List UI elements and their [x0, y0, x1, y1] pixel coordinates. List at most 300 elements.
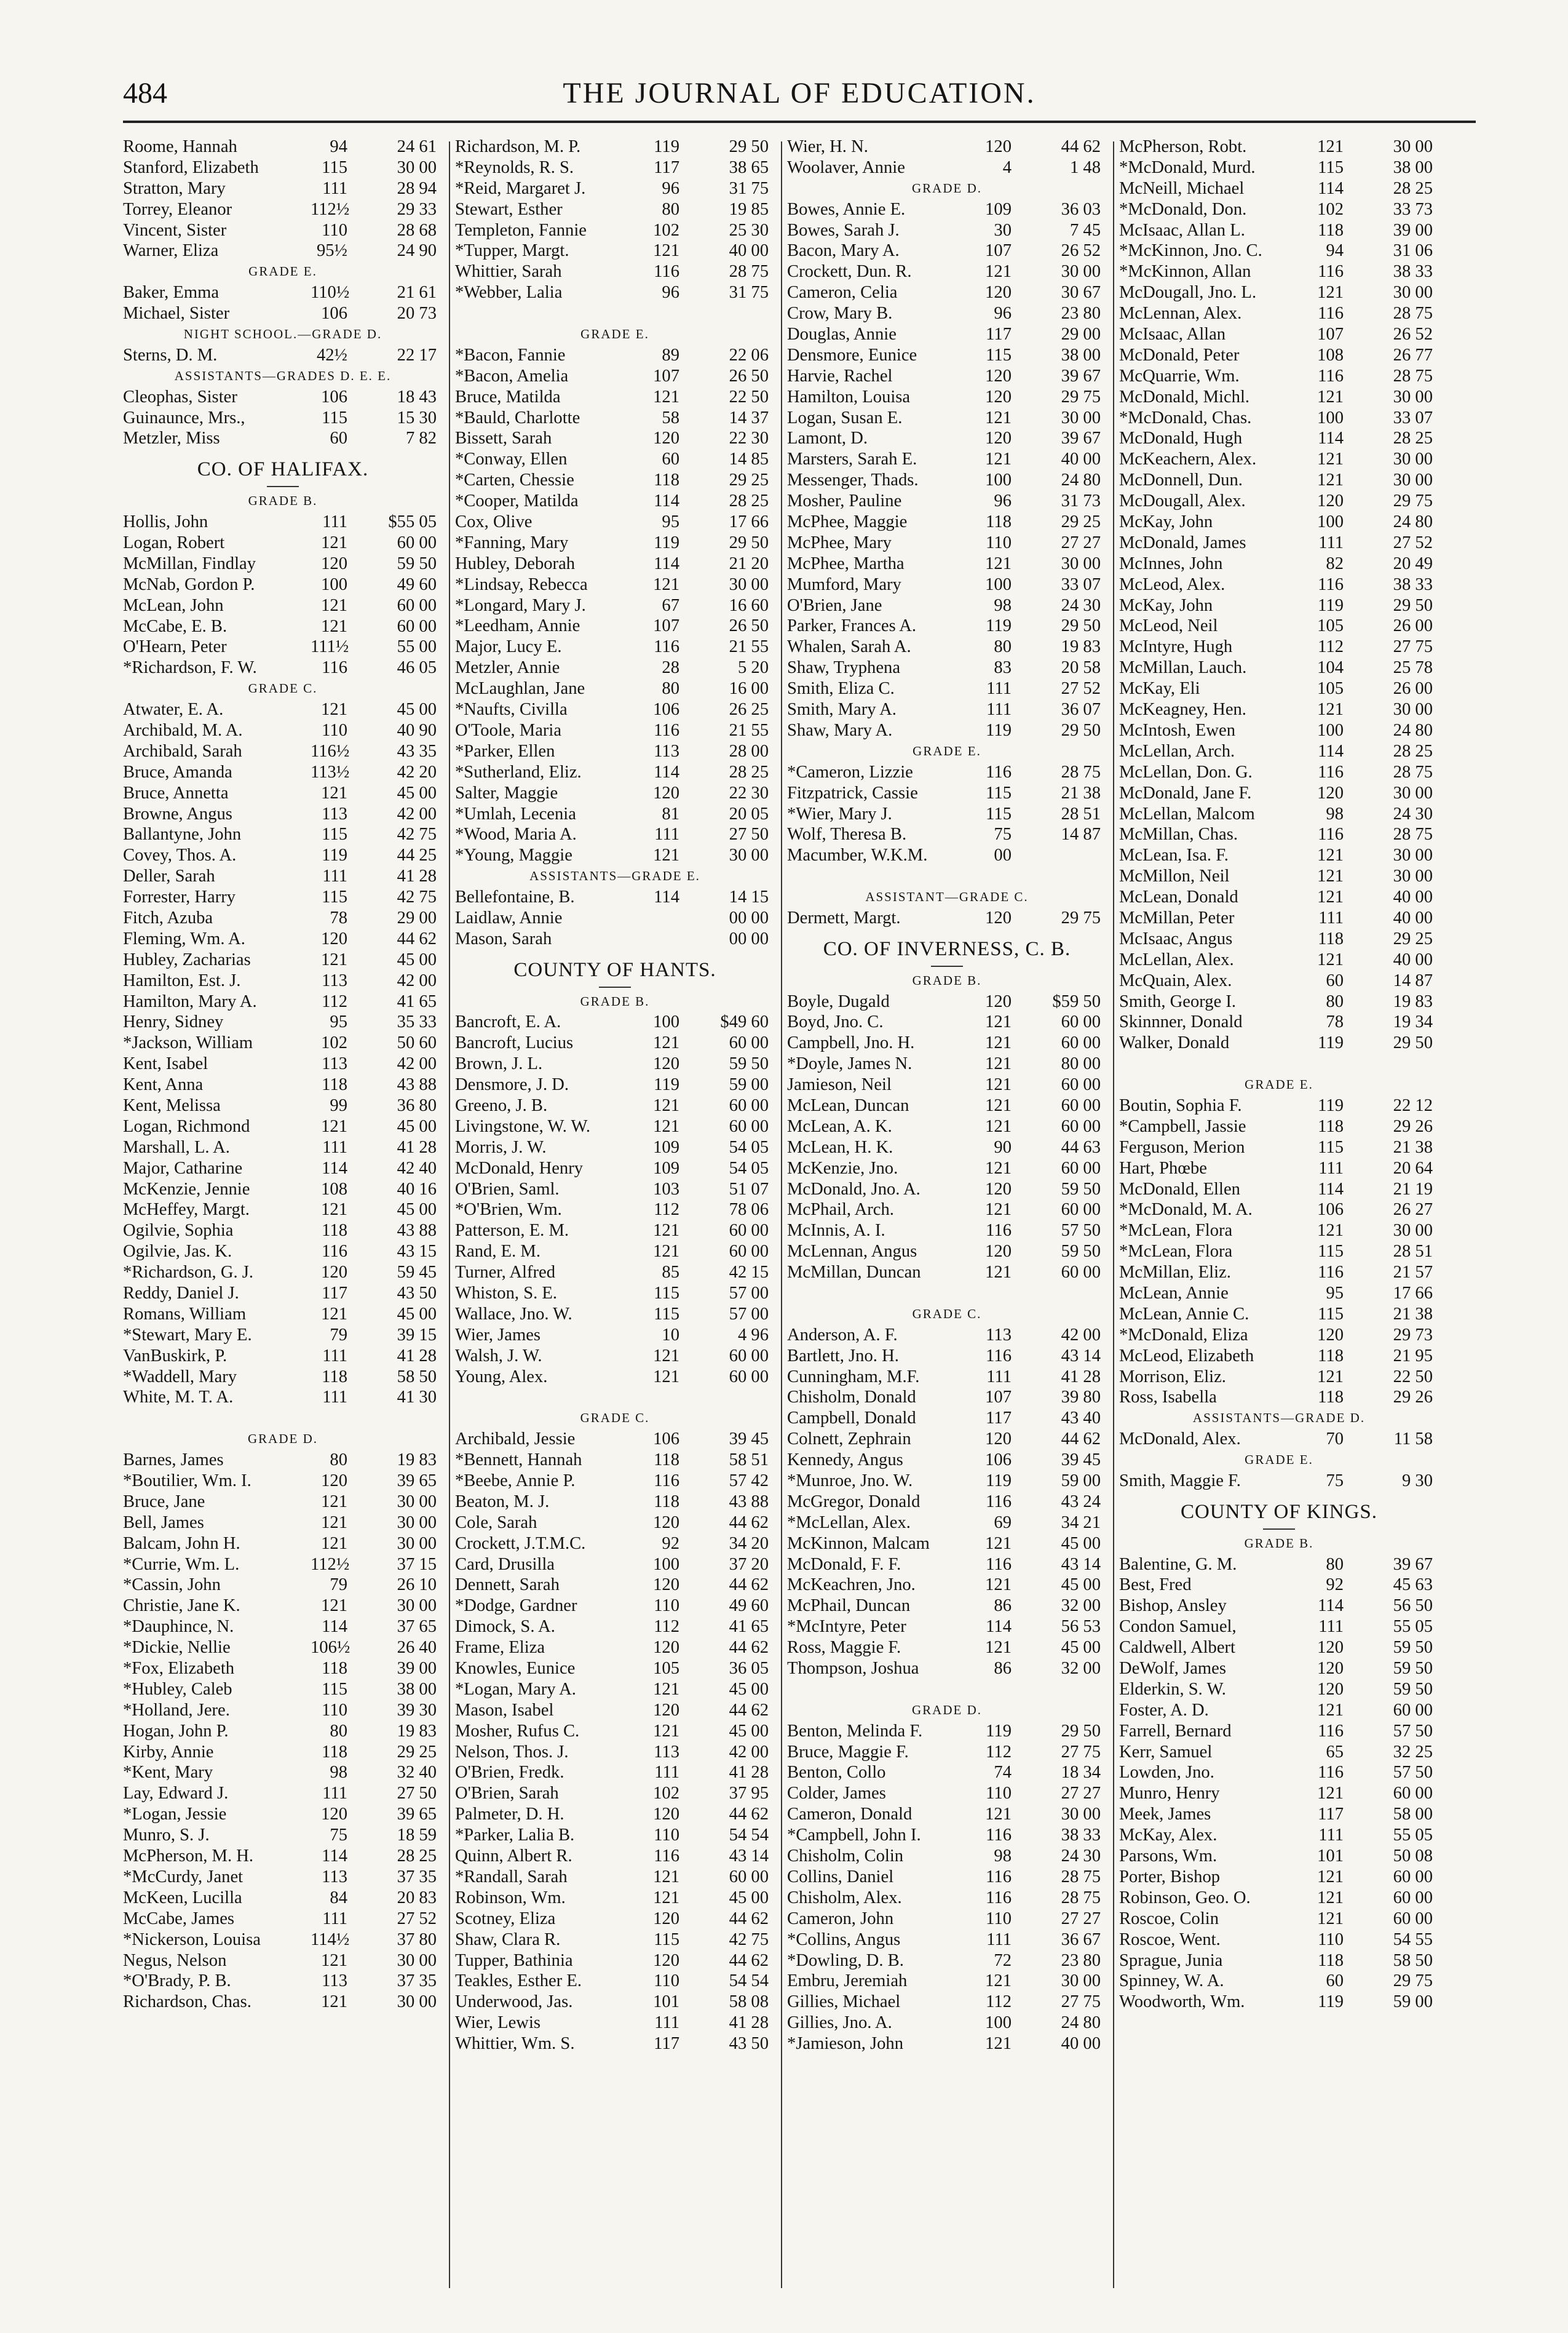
grant-amount: $59 50	[1052, 992, 1101, 1011]
grant-amount: 27 50	[729, 825, 769, 845]
header-rule	[123, 121, 1476, 123]
teacher-name: Ballantyne, John	[123, 825, 242, 845]
teacher-entry	[455, 1033, 775, 1054]
grant-days: 121	[653, 1721, 679, 1741]
teacher-entry	[787, 783, 1107, 804]
grant-amount: 43 14	[729, 1846, 769, 1866]
teacher-name: *Dickie, Nellie	[123, 1638, 231, 1658]
grant-days: 118	[322, 1221, 347, 1241]
teacher-name: Gillies, Jno. A.	[787, 2013, 892, 2033]
teacher-entry	[123, 1095, 443, 1116]
teacher-name: Wier, Lewis	[455, 2013, 541, 2033]
teacher-entry	[455, 887, 775, 908]
grant-amount: 42 00	[397, 804, 437, 824]
grant-amount: 43 88	[729, 1492, 769, 1511]
teacher-name: *McDonald, Eliza	[1119, 1325, 1248, 1345]
teacher-name: Woolaver, Annie	[787, 157, 905, 177]
grant-days: 82	[1326, 554, 1344, 573]
teacher-name: McNab, Gordon P.	[123, 574, 255, 594]
grant-amount: 44 62	[729, 1512, 769, 1532]
grant-days: 121	[1317, 867, 1344, 886]
teacher-entry	[1119, 470, 1439, 491]
grant-amount: 39 00	[397, 1659, 437, 1679]
teacher-name: Bruce, Amanda	[123, 762, 232, 782]
grant-days: 121	[653, 1242, 679, 1262]
grant-days: 121	[985, 1158, 1012, 1178]
teacher-entry	[787, 1867, 1107, 1888]
grant-days: 120	[985, 387, 1012, 407]
grant-amount: 4 96	[737, 1325, 769, 1345]
teacher-name: McIsaac, Allan L.	[1119, 220, 1245, 240]
grant-amount: 80 00	[1061, 1054, 1101, 1074]
grant-amount: 50 08	[1393, 1846, 1433, 1866]
grant-days: 116	[1318, 1721, 1344, 1741]
teacher-entry	[455, 908, 775, 929]
grant-days: 121	[321, 700, 347, 720]
grant-amount: 42 20	[397, 762, 437, 782]
grant-amount: 60 00	[729, 1033, 769, 1053]
teacher-name: Barnes, James	[123, 1450, 224, 1470]
teacher-entry	[787, 1471, 1107, 1492]
teacher-entry	[455, 408, 775, 429]
teacher-name: McDonald, Henry	[455, 1158, 584, 1178]
grant-amount: 28 00	[729, 741, 769, 761]
grant-days: 106½	[311, 1638, 350, 1658]
teacher-entry	[123, 1533, 443, 1554]
teacher-name: McMillan, Chas.	[1119, 825, 1238, 845]
grant-days: 100	[1317, 512, 1344, 532]
teacher-entry	[455, 1596, 775, 1616]
grant-days: 106	[653, 700, 679, 720]
teacher-name: Marshall, L. A.	[123, 1137, 230, 1157]
teacher-entry	[787, 1616, 1107, 1637]
teacher-entry	[787, 1742, 1107, 1763]
teacher-name: *Sutherland, Eliz.	[455, 762, 582, 782]
grant-amount: 59 50	[1061, 1179, 1101, 1199]
spacer	[1119, 1054, 1439, 1075]
page-header	[123, 68, 1476, 111]
teacher-name: *Jamieson, John	[787, 2034, 904, 2054]
grant-days: 115	[654, 1304, 679, 1324]
teacher-name: Major, Lucy E.	[455, 637, 562, 657]
teacher-entry	[123, 1846, 443, 1867]
teacher-entry	[787, 1846, 1107, 1867]
teacher-name: McPhee, Mary	[787, 533, 892, 552]
grant-amount: 27 75	[1061, 1992, 1101, 2012]
teacher-name: Patterson, E. M.	[455, 1221, 569, 1241]
grant-days: 112	[986, 1742, 1012, 1762]
teacher-entry	[455, 845, 775, 866]
grant-amount: 30 00	[397, 157, 437, 177]
teacher-entry	[123, 1783, 443, 1804]
teacher-entry	[123, 1075, 443, 1095]
grant-amount: 19 83	[397, 1450, 437, 1470]
grant-amount: 43 88	[397, 1075, 437, 1095]
teacher-entry	[787, 303, 1107, 324]
teacher-name: Greeno, J. B.	[455, 1095, 548, 1115]
grant-amount: 41 30	[397, 1388, 437, 1407]
teacher-entry	[123, 1137, 443, 1158]
grant-days: 120	[985, 283, 1012, 303]
grant-amount: 41 28	[1061, 1367, 1101, 1386]
grant-amount: 36 05	[729, 1659, 769, 1679]
grant-days: 116	[654, 1846, 679, 1866]
grant-days: 118	[654, 1492, 679, 1511]
grant-amount: 44 62	[729, 1638, 769, 1658]
grant-amount: 45 00	[397, 700, 437, 720]
grant-amount: 30 00	[397, 1533, 437, 1553]
grant-days: 80	[662, 199, 679, 219]
grant-amount: 45 00	[1061, 1575, 1101, 1595]
teacher-entry	[787, 1783, 1107, 1804]
grant-amount: 24 30	[1393, 804, 1433, 824]
teacher-entry	[123, 282, 443, 303]
teacher-entry	[1119, 1387, 1439, 1408]
teacher-entry	[787, 1158, 1107, 1179]
grant-amount: 59 50	[1393, 1638, 1433, 1658]
teacher-entry	[455, 574, 775, 595]
teacher-name: Bancroft, Lucius	[455, 1033, 574, 1053]
grant-amount: 43 15	[397, 1242, 437, 1262]
grant-days: 121	[1317, 387, 1344, 407]
teacher-entry	[1119, 1867, 1439, 1888]
teacher-name: Stratton, Mary	[123, 178, 226, 198]
grant-amount: 30 00	[1393, 387, 1433, 407]
grant-days: 113	[654, 1742, 679, 1762]
teacher-entry	[123, 1220, 443, 1241]
teacher-entry	[123, 866, 443, 887]
grant-days: 120	[985, 1242, 1012, 1262]
grant-amount: 29 26	[1393, 1116, 1433, 1136]
grant-days: 115	[322, 1679, 347, 1699]
grant-amount: 54 55	[1393, 1930, 1433, 1949]
grant-days: 116	[1318, 304, 1344, 324]
teacher-entry	[455, 1346, 775, 1367]
grant-days: 107	[985, 241, 1012, 261]
teacher-entry	[787, 1387, 1107, 1408]
grant-amount: 40 00	[1393, 950, 1433, 969]
column-2	[455, 137, 775, 2054]
teacher-entry	[1119, 762, 1439, 783]
teacher-name: McHeffey, Margt.	[123, 1200, 250, 1220]
grant-days: 121	[653, 1867, 679, 1886]
teacher-entry	[455, 637, 775, 658]
grant-amount: 28 75	[1393, 304, 1433, 324]
teacher-name: Bellefontaine, B.	[455, 888, 575, 907]
teacher-entry	[1119, 1950, 1439, 1971]
teacher-name: McPhee, Martha	[787, 554, 905, 573]
grant-days: 115	[1318, 1137, 1344, 1157]
teacher-entry	[787, 408, 1107, 429]
grant-days: 114	[322, 1617, 347, 1637]
grant-amount: 40 00	[1393, 888, 1433, 907]
teacher-name: Hollis, John	[123, 512, 208, 532]
teacher-entry	[1119, 1721, 1439, 1742]
teacher-name: Warner, Eliza	[123, 241, 219, 261]
grant-amount: 30 00	[1061, 554, 1101, 573]
teacher-entry	[455, 533, 775, 554]
grant-days: 121	[985, 1200, 1012, 1220]
grant-days: 113	[322, 971, 347, 990]
teacher-entry	[1119, 950, 1439, 971]
grant-amount: 60 00	[1061, 1012, 1101, 1032]
grant-amount: 59 50	[1393, 1659, 1433, 1679]
grant-days: 111	[322, 1388, 347, 1407]
grant-days: 112½	[311, 1554, 350, 1574]
grant-days: 107	[1317, 325, 1344, 344]
grant-days: 109	[653, 1137, 679, 1157]
teacher-name: Logan, Robert	[123, 533, 225, 552]
grant-days: 121	[653, 574, 679, 594]
teacher-entry	[787, 1179, 1107, 1200]
teacher-name: Wallace, Jno. W.	[455, 1304, 572, 1324]
teacher-name: McDonald, Jane F.	[1119, 783, 1252, 803]
teacher-entry	[787, 2013, 1107, 2033]
teacher-entry	[787, 1930, 1107, 1950]
grant-amount: 36 03	[1061, 199, 1101, 219]
grant-days: 111	[1318, 1826, 1344, 1845]
grant-amount: 37 35	[397, 1971, 437, 1991]
page-number: 484	[123, 77, 167, 109]
grant-amount: 60 00	[1393, 1909, 1433, 1928]
teacher-name: McLean, Duncan	[787, 1095, 909, 1115]
teacher-entry	[787, 845, 1107, 866]
grant-days: 121	[985, 1575, 1012, 1595]
teacher-name: McLellan, Don. G.	[1119, 762, 1253, 782]
grant-days: 120	[653, 1950, 679, 1970]
teacher-entry	[787, 261, 1107, 282]
teacher-name: Ross, Isabella	[1119, 1388, 1217, 1407]
spacer	[787, 866, 1107, 887]
grant-days: 121	[653, 1095, 679, 1115]
teacher-entry	[455, 1325, 775, 1346]
teacher-name: McDonald, F. F.	[787, 1554, 901, 1574]
grant-amount: $55 05	[388, 512, 437, 532]
teacher-name: McDonnell, Dun.	[1119, 471, 1243, 490]
teacher-entry	[787, 699, 1107, 720]
grant-days: 115	[322, 825, 347, 845]
grant-amount: 54 54	[729, 1971, 769, 1991]
grant-days: 80	[662, 679, 679, 699]
grant-amount: 32 25	[1393, 1742, 1433, 1762]
teacher-entry	[455, 345, 775, 366]
grant-amount: 30 00	[1393, 867, 1433, 886]
grant-amount: 30 00	[1393, 283, 1433, 303]
teacher-name: McGregor, Donald	[787, 1492, 921, 1511]
teacher-entry	[1119, 387, 1439, 408]
teacher-entry	[787, 678, 1107, 699]
teacher-name: McKay, Alex.	[1119, 1826, 1218, 1845]
grade-heading: ASSISTANTS—GRADES D. E. E.	[174, 368, 392, 383]
teacher-name: Hubley, Zacharias	[123, 950, 251, 969]
grant-days: 111	[322, 1784, 347, 1803]
grant-amount: 21 55	[729, 637, 769, 657]
teacher-entry	[123, 1930, 443, 1950]
teacher-entry	[455, 1909, 775, 1930]
grant-days: 121	[1317, 1888, 1344, 1907]
teacher-entry	[455, 1658, 775, 1679]
teacher-name: Gillies, Michael	[787, 1992, 901, 2012]
grant-amount: 39 67	[1393, 1554, 1433, 1574]
grant-amount: 39 80	[1061, 1388, 1101, 1407]
teacher-name: *Lindsay, Rebecca	[455, 574, 588, 594]
grant-amount: 39 67	[1061, 429, 1101, 448]
teacher-name: Richardson, Chas.	[123, 1992, 251, 2012]
grant-days: 120	[985, 908, 1012, 928]
teacher-entry	[455, 1930, 775, 1950]
teacher-name: *McLean, Flora	[1119, 1242, 1233, 1262]
teacher-entry	[455, 1512, 775, 1533]
grade-heading: GRADE C.	[580, 1410, 650, 1426]
teacher-name: Brown, J. L.	[455, 1054, 543, 1074]
grant-days: 111	[986, 700, 1012, 720]
teacher-name: Archibald, Jessie	[455, 1429, 576, 1449]
grant-amount: 39 45	[1061, 1450, 1101, 1470]
grant-amount: 60 00	[1061, 1095, 1101, 1115]
teacher-entry	[123, 1492, 443, 1512]
teacher-name: Ross, Maggie F.	[787, 1638, 901, 1658]
grant-amount: 38 33	[1061, 1826, 1101, 1845]
teacher-entry	[123, 1012, 443, 1033]
teacher-name: Bacon, Mary A.	[787, 241, 900, 261]
grant-amount: 28 75	[1393, 762, 1433, 782]
grant-amount: 41 65	[729, 1617, 769, 1637]
teacher-name: *Cassin, John	[123, 1575, 221, 1595]
teacher-name: *McDonald, M. A.	[1119, 1200, 1253, 1220]
grant-amount: 37 65	[397, 1617, 437, 1637]
teacher-entry	[787, 282, 1107, 303]
teacher-entry	[1119, 324, 1439, 345]
grant-amount: 19 34	[1393, 1012, 1433, 1032]
teacher-name: *Conway, Ellen	[455, 450, 568, 469]
grant-days: 75	[330, 1826, 347, 1845]
teacher-name: Balcam, John H.	[123, 1533, 240, 1553]
teacher-name: *Bauld, Charlotte	[455, 408, 580, 427]
grant-days: 121	[985, 1805, 1012, 1824]
grant-amount: 38 00	[397, 1679, 437, 1699]
teacher-entry	[455, 137, 775, 157]
grant-days: 110	[986, 1784, 1012, 1803]
teacher-name: McKeen, Lucilla	[123, 1888, 242, 1907]
grant-days: 121	[321, 1596, 347, 1616]
grant-days: 113	[322, 1867, 347, 1886]
grant-amount: 26 10	[397, 1575, 437, 1595]
grant-days: 114	[1318, 741, 1344, 761]
spacer	[123, 1408, 443, 1429]
grant-amount: 17 66	[729, 512, 769, 532]
grant-amount: 45 00	[397, 783, 437, 803]
teacher-entry	[455, 449, 775, 470]
grant-amount: 34 21	[1061, 1512, 1101, 1532]
teacher-entry	[1119, 741, 1439, 762]
teacher-name: *McIntyre, Peter	[787, 1617, 906, 1637]
grant-days: 121	[653, 1116, 679, 1136]
grant-days: 108	[321, 1179, 347, 1199]
teacher-name: McDougall, Jno. L.	[1119, 283, 1257, 303]
grant-amount: 37 95	[729, 1784, 769, 1803]
teacher-name: Cleophas, Sister	[123, 387, 237, 407]
grant-days: 119	[986, 616, 1012, 636]
grant-amount: 29 50	[729, 533, 769, 552]
grant-days: 110	[1318, 1930, 1344, 1949]
grant-amount: 27 27	[1061, 1784, 1101, 1803]
column-4	[1119, 137, 1439, 2013]
grant-days: 118	[322, 1742, 347, 1762]
teacher-entry	[123, 1116, 443, 1137]
grant-days: 86	[994, 1596, 1012, 1616]
teacher-entry	[123, 595, 443, 616]
teacher-name: Bishop, Ansley	[1119, 1596, 1227, 1616]
grant-amount: 29 50	[1393, 595, 1433, 615]
teacher-name: Negus, Nelson	[123, 1950, 227, 1970]
grade-heading: GRADE E.	[248, 264, 317, 279]
grant-amount: 54 05	[729, 1158, 769, 1178]
grant-amount: 44 62	[1061, 137, 1101, 156]
grant-amount: 30 00	[1393, 1221, 1433, 1241]
grant-amount: 19 83	[1061, 637, 1101, 657]
teacher-name: Fleming, Wm. A.	[123, 929, 245, 948]
teacher-entry	[123, 178, 443, 199]
teacher-name: McMillan, Lauch.	[1119, 658, 1247, 678]
teacher-entry	[455, 1804, 775, 1825]
teacher-entry	[1119, 824, 1439, 845]
teacher-entry	[1119, 637, 1439, 658]
grant-days: 121	[653, 1888, 679, 1907]
grant-amount: 14 37	[729, 408, 769, 427]
teacher-entry	[455, 1742, 775, 1763]
grant-days: 75	[994, 825, 1012, 845]
grade-heading: GRADE B.	[580, 993, 650, 1009]
grant-days: 113	[986, 1325, 1012, 1345]
teacher-name: Metzler, Miss	[123, 429, 220, 448]
teacher-entry	[123, 1554, 443, 1575]
grant-amount: 27 52	[1061, 679, 1101, 699]
teacher-entry	[1119, 971, 1439, 992]
grant-amount: 29 75	[1061, 908, 1101, 928]
teacher-entry	[1119, 1325, 1439, 1346]
teacher-name: Nelson, Thos. J.	[455, 1742, 569, 1762]
teacher-entry	[787, 1241, 1107, 1262]
teacher-entry	[455, 1888, 775, 1909]
grant-days: 96	[994, 304, 1012, 324]
teacher-name: *Campbell, Jassie	[1119, 1116, 1246, 1136]
teacher-entry	[123, 1241, 443, 1262]
grant-days: 118	[322, 1075, 347, 1095]
grant-amount: 50 60	[397, 1033, 437, 1053]
teacher-entry	[455, 1575, 775, 1596]
teacher-name: Woodworth, Wm.	[1119, 1992, 1245, 2012]
grant-days: 105	[653, 1659, 679, 1679]
grant-amount: 26 50	[729, 616, 769, 636]
grade-heading: GRADE D.	[912, 1702, 982, 1717]
teacher-name: O'Brien, Saml.	[455, 1179, 560, 1199]
grant-days: 118	[1318, 1388, 1344, 1407]
grant-amount: 1 48	[1069, 157, 1101, 177]
teacher-entry	[1119, 408, 1439, 429]
grant-amount: 27 50	[397, 1784, 437, 1803]
teacher-name: Crockett, J.T.M.C.	[455, 1533, 586, 1553]
teacher-name: Campbell, Jno. H.	[787, 1033, 915, 1053]
teacher-entry	[1119, 929, 1439, 950]
teacher-name: McKay, John	[1119, 595, 1213, 615]
teacher-name: Benton, Collo	[787, 1763, 886, 1783]
grant-days: 98	[1326, 804, 1344, 824]
grant-amount: 7 82	[405, 429, 437, 448]
teacher-entry	[455, 1116, 775, 1137]
teacher-name: Farrell, Bernard	[1119, 1721, 1232, 1741]
grant-days: 80	[1326, 1554, 1344, 1574]
teacher-name: Walker, Donald	[1119, 1033, 1230, 1053]
